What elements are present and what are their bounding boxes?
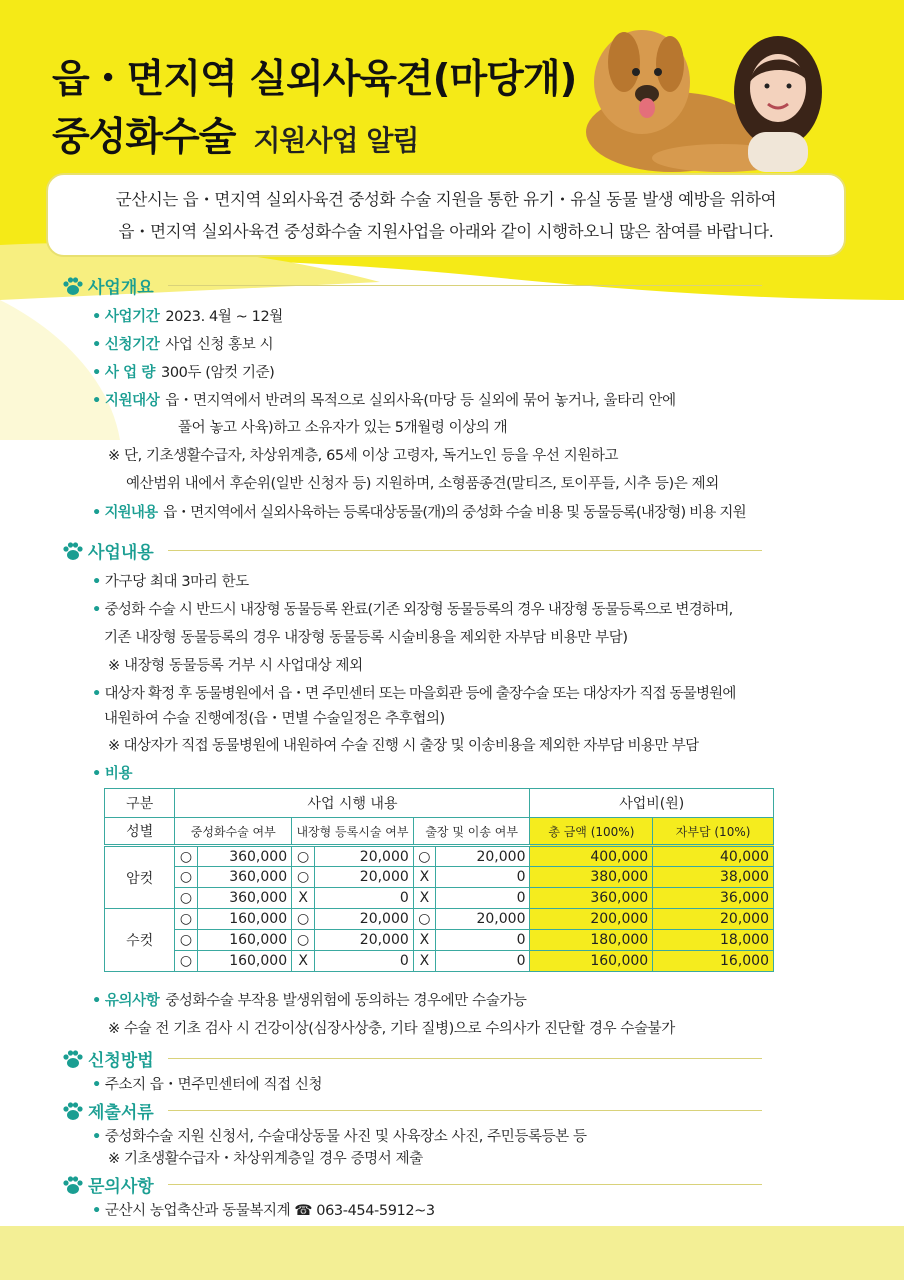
details-item2: • 중성화 수술 시 반드시 내장형 동물등록 완료(기존 외장형 동물등록의 경우 내장형 동물등록으로 변경하며, [92,602,733,618]
apply-item: • 주소지 읍・면주민센터에 직접 신청 [92,1077,323,1093]
table-row [105,930,774,951]
cell: 380,000 [530,867,653,888]
header-trip: 출장 및 이송 여부 [413,818,530,846]
section-overview-title: 사업개요 [88,278,154,298]
cell: X [413,888,435,909]
section-docs-title: 제출서류 [88,1103,154,1123]
cell: X [292,888,315,909]
header-total: 총 금액 (100%) [530,818,653,846]
cell: 360,000 [197,867,292,888]
section-details-title: 사업내용 [88,543,154,563]
cell: 0 [435,951,530,972]
cell: 36,000 [653,888,774,909]
table-row [105,888,774,909]
title-sub: 지원사업 알림 [253,124,419,157]
cell: 20,000 [653,909,774,930]
divider [168,550,762,551]
cell: ○ [175,846,197,867]
caution: • 유의사항 중성화수술 부작용 발생위험에 동의하는 경우에만 수술가능 [92,993,527,1009]
table-row [105,909,774,930]
cell: 160,000 [530,951,653,972]
header-chip: 내장형 등록시술 여부 [292,818,414,846]
cell: 40,000 [653,846,774,867]
cell: 20,000 [435,846,530,867]
cell: ○ [292,930,315,951]
header-neuter: 중성화수술 여부 [175,818,292,846]
divider [168,1110,762,1111]
dog-illustration [572,12,844,176]
cell: 200,000 [530,909,653,930]
overview-note2: 예산범위 내에서 후순위(일반 신청자 등) 지원하며, 소형품종견(말티즈, 토이푸들, 시추 등)은 제외 [126,476,719,492]
sex-male: 수컷 [105,909,175,972]
cell: 0 [435,930,530,951]
caution-note: ※ 수술 전 기초 검사 시 건강이상(심장사상충, 기타 질병)으로 수의사가 진단할 경우 수술불가 [108,1021,675,1037]
cell: ○ [292,846,315,867]
cell: ○ [413,909,435,930]
paw-icon [62,1175,84,1195]
overview-period: • 사업기간 2023. 4월 ~ 12월 [92,309,283,325]
paw-icon [62,1049,84,1069]
cell: ○ [175,909,197,930]
cell: 160,000 [197,909,292,930]
header-content: 사업 시행 내용 [175,789,530,818]
overview-target-cont: 풀어 놓고 사육)하고 소유자가 있는 5개월령 이상의 개 [178,420,508,436]
table-subheader-row [105,818,774,846]
details-cost-label: • 비용 [92,766,133,782]
cell: X [413,951,435,972]
cost-table [104,788,774,972]
cell: 0 [435,867,530,888]
page-title-line2 [52,106,418,162]
cell: 20,000 [315,909,414,930]
cell: ○ [292,867,315,888]
overview-target: • 지원대상 읍・면지역에서 반려의 목적으로 실외사육(마당 등 실외에 묶어 놓거나, 울타리 안에 [92,393,676,409]
cell: X [413,930,435,951]
paw-icon [62,276,84,296]
contact-item: • 군산시 농업축산과 동물복지계 ☎ 063-454-5912~3 [92,1203,435,1219]
cell: 18,000 [653,930,774,951]
title-main: 중성화수술 [52,115,236,160]
section-apply-title: 신청방법 [88,1051,154,1071]
intro-box [46,173,846,257]
cell: 360,000 [197,846,292,867]
details-note3: ※ 대상자가 직접 동물병원에 내원하여 수술 진행 시 출장 및 이송비용을 제외한 자부담 비용만 부담 [108,738,699,754]
divider [168,285,762,286]
cell: 160,000 [197,951,292,972]
cell: 0 [315,888,414,909]
cell: 20,000 [315,846,414,867]
footer-band [0,1226,904,1280]
details-note2: ※ 내장형 동물등록 거부 시 사업대상 제외 [108,658,363,674]
cell: 400,000 [530,846,653,867]
section-contact [62,1172,762,1197]
table-row [105,846,774,867]
overview-amount: • 사 업 량 300두 (암컷 기준) [92,365,275,381]
cell: 180,000 [530,930,653,951]
cell: 0 [435,888,530,909]
intro-line1: 군산시는 읍・면지역 실외사육견 중성화 수술 지원을 통한 유기・유실 동물 발생 예방을 위하여 [115,190,777,209]
cell: ○ [175,930,197,951]
cell: X [292,951,315,972]
details-item3-cont: 내원하여 수술 진행예정(읍・면별 수술일정은 추후협의) [104,711,445,727]
cell: ○ [413,846,435,867]
details-item3: • 대상자 확정 후 동물병원에서 읍・면 주민센터 또는 마을회관 등에 출장수술 또는 대상자가 직접 동물병원에 [92,686,736,702]
divider [168,1184,762,1185]
section-docs [62,1098,762,1123]
cell: ○ [175,867,197,888]
cell: 20,000 [435,909,530,930]
paw-icon [62,1101,84,1121]
overview-apply: • 신청기간 사업 신청 홍보 시 [92,337,274,353]
cell: ○ [292,909,315,930]
intro-line2: 읍・면지역 실외사육견 중성화수술 지원사업을 아래와 같이 시행하오니 많은 참여를 바랍니다. [118,222,774,241]
section-contact-title: 문의사항 [88,1177,154,1197]
section-apply [62,1046,762,1071]
cell: 160,000 [197,930,292,951]
cell: 20,000 [315,867,414,888]
section-overview [62,273,762,298]
paw-icon [62,541,84,561]
cell: X [413,867,435,888]
details-item2-cont: 기존 내장형 동물등록의 경우 내장형 동물등록 시술비용을 제외한 자부담 비용만 부담) [104,630,628,646]
details-item1: • 가구당 최대 3마리 한도 [92,574,249,590]
table-header-row [105,789,774,818]
cell: 360,000 [530,888,653,909]
page-title-line1: 읍・면지역 실외사육견(마당개) [52,57,577,102]
cell: 16,000 [653,951,774,972]
divider [168,1058,762,1059]
overview-note1: ※ 단, 기초생활수급자, 차상위계층, 65세 이상 고령자, 독거노인 등을 우선 지원하고 [108,448,619,464]
cell: 20,000 [315,930,414,951]
docs-note: ※ 기초생활수급자・차상위계층일 경우 증명서 제출 [108,1151,423,1167]
section-details [62,538,762,563]
cell: ○ [175,951,197,972]
cell: 0 [315,951,414,972]
header-cost: 사업비(원) [530,789,774,818]
overview-content: • 지원내용 읍・면지역에서 실외사육하는 등록대상동물(개)의 중성화 수술 비용 및 동물등록(내장형) 비용 지원 [92,505,746,521]
header-kind: 구분 [105,789,175,818]
cell: 38,000 [653,867,774,888]
table-row [105,951,774,972]
cell: 360,000 [197,888,292,909]
header-self: 자부담 (10%) [653,818,774,846]
sex-female: 암컷 [105,846,175,909]
table-row [105,867,774,888]
cell: ○ [175,888,197,909]
docs-item: • 중성화수술 지원 신청서, 수술대상동물 사진 및 사육장소 사진, 주민등록등본 등 [92,1129,587,1145]
header-sex: 성별 [105,818,175,846]
